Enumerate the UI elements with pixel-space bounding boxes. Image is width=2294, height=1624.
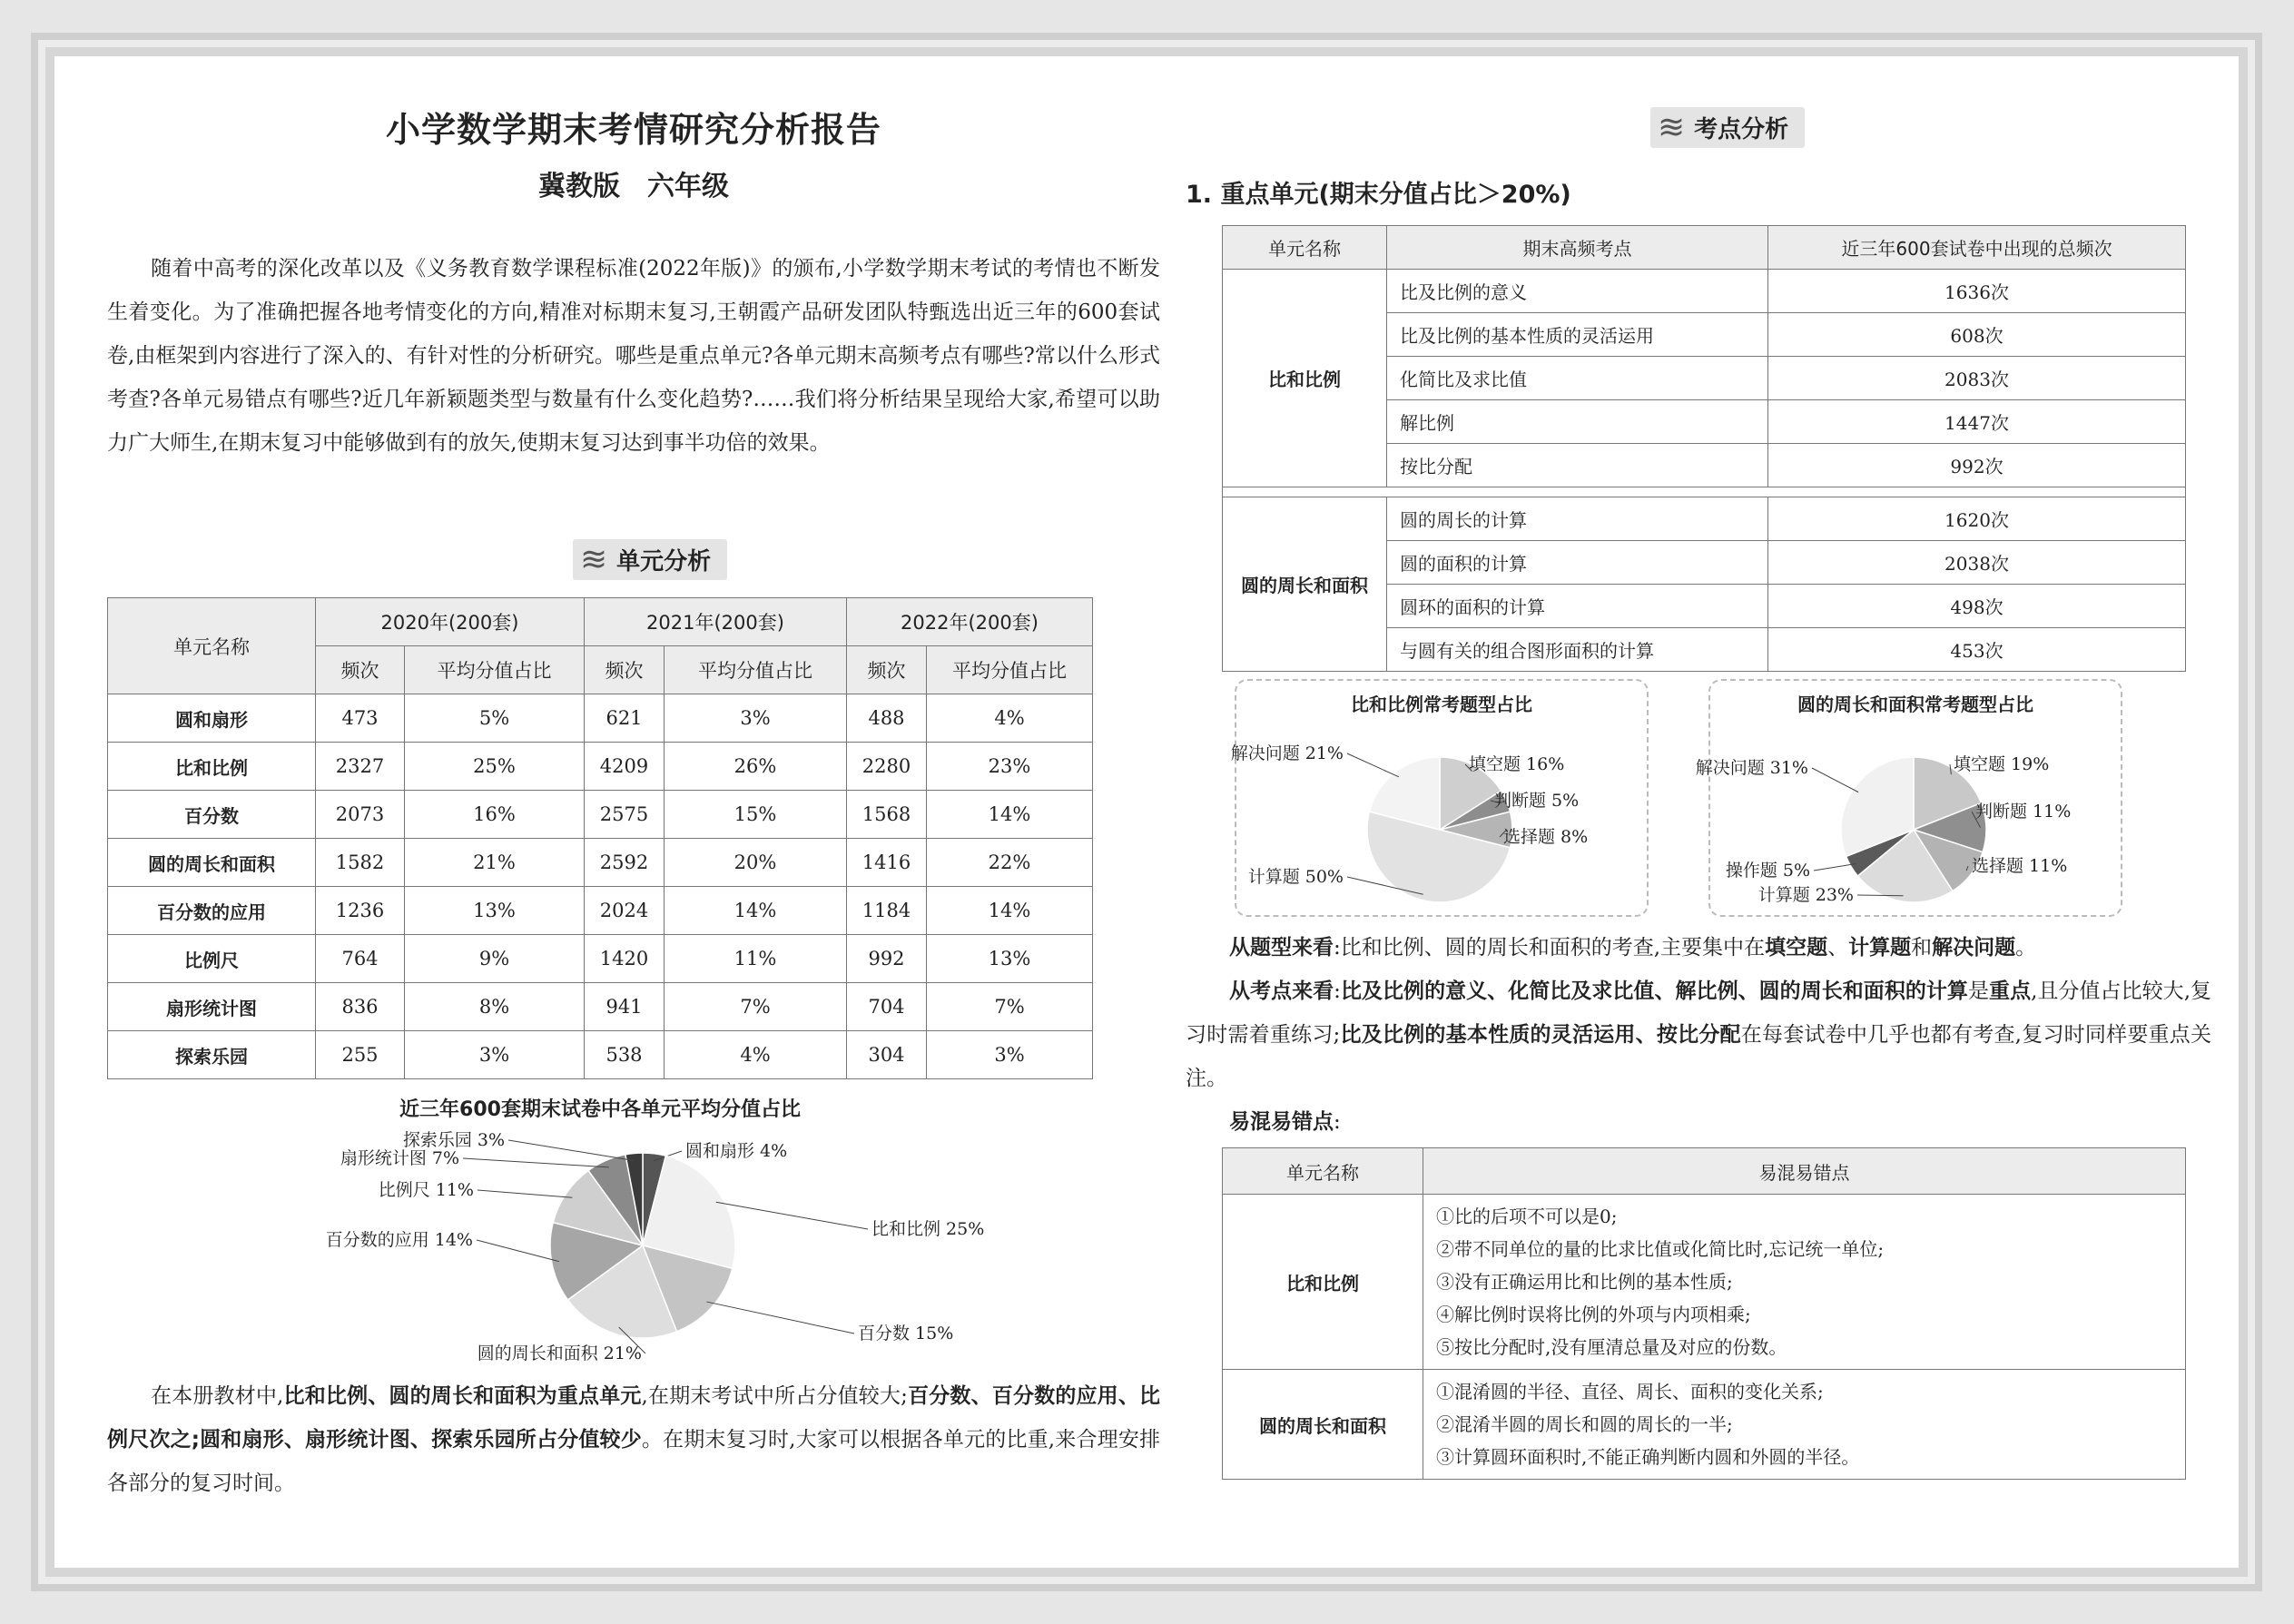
value-cell: 2327	[316, 743, 405, 791]
value-cell: 764	[316, 935, 405, 983]
value-cell: 7%	[665, 983, 847, 1031]
circle-pie-chart	[1695, 719, 2122, 910]
key-point-cell: 圆的面积的计算	[1387, 541, 1768, 585]
value-cell: 473	[316, 694, 405, 743]
table-row	[108, 743, 1093, 791]
value-cell: 4209	[585, 743, 665, 791]
gap-cell	[1223, 487, 2186, 497]
value-cell: 2592	[585, 839, 665, 887]
emphasis-text: 百分数、百分数的应用、比例尺次之;圆和扇形、扇形统计图、探索乐园所占分值较少	[107, 1384, 1161, 1452]
value-cell: 23%	[927, 743, 1093, 791]
error-point: ②带不同单位的量的比求比值或化简比时,忘记统一单位;	[1436, 1238, 1885, 1260]
slice-label: 百分数的应用 14%	[325, 1230, 473, 1250]
table-row	[108, 1031, 1093, 1079]
slice-label: 计算题 23%	[1757, 885, 1854, 905]
sub-freq: 频次	[316, 646, 405, 694]
value-cell: 1568	[847, 791, 927, 839]
value-cell: 1184	[847, 887, 927, 935]
error-points-cell	[1423, 1195, 2186, 1370]
value-cell: 21%	[405, 839, 585, 887]
emphasis-text: 易混易错点	[1229, 1110, 1334, 1134]
table-row	[108, 983, 1093, 1031]
emphasis-text: 从题型来看	[1229, 936, 1334, 960]
value-cell: 26%	[665, 743, 847, 791]
col-unit-name: 单元名称	[1223, 1148, 1423, 1195]
value-cell: 3%	[927, 1031, 1093, 1079]
table-row	[1223, 1195, 2186, 1370]
key-point-cell: 化简比及求比值	[1387, 357, 1768, 400]
leader-line	[477, 1240, 559, 1262]
year-2020-header: 2020年(200套)	[316, 598, 585, 646]
col-error-points: 易混易错点	[1423, 1148, 2186, 1195]
unit-conclusion	[107, 1374, 1160, 1505]
slice-label: 选择题 11%	[1972, 856, 2068, 876]
frequency-cell: 992次	[1768, 444, 2186, 487]
emphasis-text: 解决问题	[1932, 936, 2016, 960]
sub-ratio: 平均分值占比	[927, 646, 1093, 694]
year-2021-header: 2021年(200套)	[585, 598, 847, 646]
value-cell: 2575	[585, 791, 665, 839]
slice-label: 比和比例 25%	[871, 1219, 985, 1239]
error-point: ⑤按比分配时,没有厘清总量及对应的份数。	[1436, 1336, 1787, 1358]
value-cell: 7%	[927, 983, 1093, 1031]
kp-analysis-label: 考点分析	[1694, 116, 1789, 143]
emphasis-text: 比及比例的基本性质的灵活运用、按比分配	[1340, 1023, 1741, 1047]
value-cell: 14%	[665, 887, 847, 935]
wave-icon: ≋	[1658, 108, 1686, 146]
error-point: ④解比例时误将比例的外项与内项相乘;	[1436, 1304, 1751, 1325]
leader-line	[716, 1202, 868, 1229]
page-subtitle: 冀教版 六年级	[538, 171, 729, 202]
slice-label: 解决问题 21%	[1230, 743, 1344, 763]
unit-name-cell: 比例尺	[108, 935, 316, 983]
value-cell: 11%	[665, 935, 847, 983]
slice-label: 填空题 16%	[1469, 754, 1565, 774]
frequency-cell: 1447次	[1768, 400, 2186, 444]
value-cell: 2024	[585, 887, 665, 935]
unit-name-cell: 扇形统计图	[108, 983, 316, 1031]
value-cell: 14%	[927, 887, 1093, 935]
ratio-pie-title: 比和比例常考题型占比	[1351, 694, 1532, 715]
unit-name-cell: 比和比例	[1223, 1195, 1423, 1370]
leader-line	[706, 1302, 854, 1334]
emphasis-text: 计算题	[1848, 936, 1912, 960]
slice-label: 填空题 19%	[1954, 754, 2050, 774]
value-cell: 13%	[405, 887, 585, 935]
value-cell: 20%	[665, 839, 847, 887]
emphasis-text: 比及比例的意义、化简比及求比值、解比例、圆的周长和面积的计算	[1340, 979, 1968, 1003]
leader-line	[1347, 753, 1399, 777]
kp-analysis-text	[1186, 926, 2211, 1144]
table-row	[108, 887, 1093, 935]
page-title: 小学数学期末考情研究分析报告	[385, 110, 881, 150]
slice-label: 计算题 50%	[1247, 867, 1344, 887]
table-row	[108, 694, 1093, 743]
page	[54, 56, 2239, 1568]
leader-line	[463, 1158, 609, 1167]
frequency-cell: 608次	[1768, 313, 2186, 357]
frequency-cell: 2038次	[1768, 541, 2186, 585]
value-cell: 941	[585, 983, 665, 1031]
unit-pie-title: 近三年600套期末试卷中各单元平均分值占比	[399, 1098, 801, 1121]
value-cell: 13%	[927, 935, 1093, 983]
table-row	[1223, 497, 2186, 541]
emphasis-text: 从考点来看	[1229, 979, 1334, 1003]
unit-name-cell: 比和比例	[1223, 270, 1387, 487]
error-point: ②混淆半圆的周长和圆的周长的一半;	[1436, 1413, 1733, 1435]
value-cell: 621	[585, 694, 665, 743]
unit-name-cell: 圆的周长和面积	[1223, 1370, 1423, 1480]
col-unit-name: 单元名称	[1223, 226, 1387, 270]
unit-name-cell: 圆的周长和面积	[108, 839, 316, 887]
value-cell: 9%	[405, 935, 585, 983]
body-text: 。	[2015, 936, 2037, 960]
body-text: 和	[1911, 936, 1933, 960]
value-cell: 16%	[405, 791, 585, 839]
frequency-cell: 498次	[1768, 585, 2186, 628]
table-row	[108, 791, 1093, 839]
kp-analysis-badge	[1650, 107, 1805, 148]
leader-line	[1812, 768, 1858, 792]
value-cell: 2280	[847, 743, 927, 791]
error-point: ③计算圆环面积时,不能正确判断内圆和外圆的半径。	[1436, 1446, 1860, 1468]
error-point: ③没有正确运用比和比例的基本性质;	[1436, 1271, 1733, 1293]
leader-line	[1857, 895, 1903, 896]
unit-analysis-label: 单元分析	[616, 548, 712, 576]
body-text: :比和比例、圆的周长和面积的考查,主要集中在	[1334, 936, 1766, 960]
slice-label: 判断题 5%	[1494, 791, 1580, 811]
value-cell: 15%	[665, 791, 847, 839]
value-cell: 304	[847, 1031, 927, 1079]
value-cell: 8%	[405, 983, 585, 1031]
emphasis-text: 填空题	[1765, 936, 1828, 960]
unit-name-cell: 圆的周长和面积	[1223, 497, 1387, 672]
key-point-cell: 比及比例的意义	[1387, 270, 1768, 313]
value-cell: 836	[316, 983, 405, 1031]
unit-analysis-badge	[573, 539, 727, 580]
value-cell: 14%	[927, 791, 1093, 839]
slice-label: 解决问题 31%	[1695, 758, 1808, 778]
analysis-by-point	[1186, 969, 2211, 1100]
sub-ratio: 平均分值占比	[665, 646, 847, 694]
value-cell: 3%	[405, 1031, 585, 1079]
unit-name-cell: 比和比例	[108, 743, 316, 791]
col-unit-name: 单元名称	[108, 598, 316, 694]
key-point-cell: 解比例	[1387, 400, 1768, 444]
unit-pie-chart	[325, 1127, 985, 1363]
body-text: 是	[1967, 979, 1990, 1003]
frequency-cell: 1636次	[1768, 270, 2186, 313]
key-point-cell: 圆环的面积的计算	[1387, 585, 1768, 628]
body-text: 在每套试卷中几乎也都有考查,复习时同样要重点关注。	[1186, 1023, 2212, 1090]
value-cell: 22%	[927, 839, 1093, 887]
slice-label: 判断题 11%	[1975, 802, 2072, 822]
body-text: ,且分值占比较大,复习时需着重练习;	[1186, 979, 2212, 1047]
error-points-table	[1222, 1147, 2186, 1480]
slice-label: 扇形统计图 7%	[340, 1148, 459, 1168]
unit-table	[107, 597, 1093, 1079]
key-point-cell: 与圆有关的组合图形面积的计算	[1387, 628, 1768, 672]
key-point-cell: 按比分配	[1387, 444, 1768, 487]
col-total-freq: 近三年600套试卷中出现的总频次	[1768, 226, 2186, 270]
unit-name-cell: 百分数	[108, 791, 316, 839]
unit-name-cell: 探索乐园	[108, 1031, 316, 1079]
value-cell: 1420	[585, 935, 665, 983]
error-points-cell	[1423, 1370, 2186, 1480]
frequency-cell: 1620次	[1768, 497, 2186, 541]
body-text: 。在期末复习时,大家可以根据各单元的比重,来合理安排各部分的复习时间。	[107, 1428, 1160, 1495]
value-cell: 4%	[927, 694, 1093, 743]
slice-label: 选择题 8%	[1503, 827, 1589, 847]
group-gap-row	[1223, 487, 2186, 497]
table-row	[1223, 270, 2186, 313]
sub-freq: 频次	[847, 646, 927, 694]
frequency-cell: 2083次	[1768, 357, 2186, 400]
body-text: :	[1334, 1110, 1341, 1134]
body-text: 在本册教材中,	[151, 1384, 284, 1408]
slice-label: 圆的周长和面积 21%	[477, 1343, 642, 1363]
error-prone-heading	[1186, 1100, 2211, 1144]
body-text: ,在期末考试中所占分值较大;	[641, 1384, 908, 1408]
value-cell: 2073	[316, 791, 405, 839]
slice-label: 百分数 15%	[858, 1324, 954, 1343]
value-cell: 25%	[405, 743, 585, 791]
table-row	[1223, 1370, 2186, 1480]
value-cell: 1236	[316, 887, 405, 935]
ratio-pie-chart	[1230, 719, 1649, 910]
col-key-point: 期末高频考点	[1387, 226, 1768, 270]
circle-pie-title: 圆的周长和面积常考题型占比	[1797, 694, 2033, 715]
slice-label: 探索乐园 3%	[402, 1130, 505, 1150]
unit-name-cell: 百分数的应用	[108, 887, 316, 935]
value-cell: 538	[585, 1031, 665, 1079]
body-text: :	[1334, 979, 1341, 1003]
key-unit-heading: 1. 重点单元(期末分值占比＞20%)	[1186, 181, 1571, 209]
sub-freq: 频次	[585, 646, 665, 694]
error-point: ①混淆圆的半径、直径、周长、面积的变化关系;	[1436, 1381, 1824, 1403]
emphasis-text: 比和比例、圆的周长和面积为重点单元	[283, 1384, 642, 1408]
value-cell: 255	[316, 1031, 405, 1079]
key-points-table	[1222, 225, 2186, 672]
frequency-cell: 453次	[1768, 628, 2186, 672]
value-cell: 1582	[316, 839, 405, 887]
error-point: ①比的后项不可以是0;	[1436, 1206, 1618, 1227]
leader-line	[1814, 863, 1856, 871]
slice-label: 比例尺 11%	[378, 1180, 474, 1200]
wave-icon: ≋	[580, 540, 608, 578]
slice-label: 圆和扇形 4%	[685, 1141, 788, 1161]
leader-line	[508, 1140, 635, 1161]
value-cell: 1416	[847, 839, 927, 887]
value-cell: 704	[847, 983, 927, 1031]
analysis-by-type	[1186, 926, 2211, 969]
value-cell: 4%	[665, 1031, 847, 1079]
unit-name-cell: 圆和扇形	[108, 694, 316, 743]
value-cell: 992	[847, 935, 927, 983]
value-cell: 5%	[405, 694, 585, 743]
intro-paragraph: 随着中高考的深化改革以及《义务教育数学课程标准(2022年版)》的颁布,小学数学期末考试的考情也不断发生着变化。为了准确把握各地考情变化的方向,精准对标期末复习,王朝霞产品研发团队特甄选出近三年的600套试卷,由框架到内容进行了深入的、有针对性的分析研究。哪些是重点单元?各单元期末高频考点有哪些?常以什么形式考查?各单元易错点有哪些?近几年新颖题类型与数量有什么变化趋势?……我们将分析结果呈现给大家,希望可以助力广大师生,在期末复习中能够做到有的放矢,使期末复习达到事半功倍的效果。	[107, 257, 1160, 455]
value-cell: 3%	[665, 694, 847, 743]
value-cell: 488	[847, 694, 927, 743]
body-text: 、	[1827, 936, 1849, 960]
key-point-cell: 圆的周长的计算	[1387, 497, 1768, 541]
sub-ratio: 平均分值占比	[405, 646, 585, 694]
slice-label: 操作题 5%	[1725, 861, 1810, 881]
table-row	[108, 839, 1093, 887]
emphasis-text: 重点	[1989, 979, 2032, 1003]
leader-line	[478, 1190, 572, 1197]
year-2022-header: 2022年(200套)	[847, 598, 1093, 646]
table-row	[108, 935, 1093, 983]
key-point-cell: 比及比例的基本性质的灵活运用	[1387, 313, 1768, 357]
